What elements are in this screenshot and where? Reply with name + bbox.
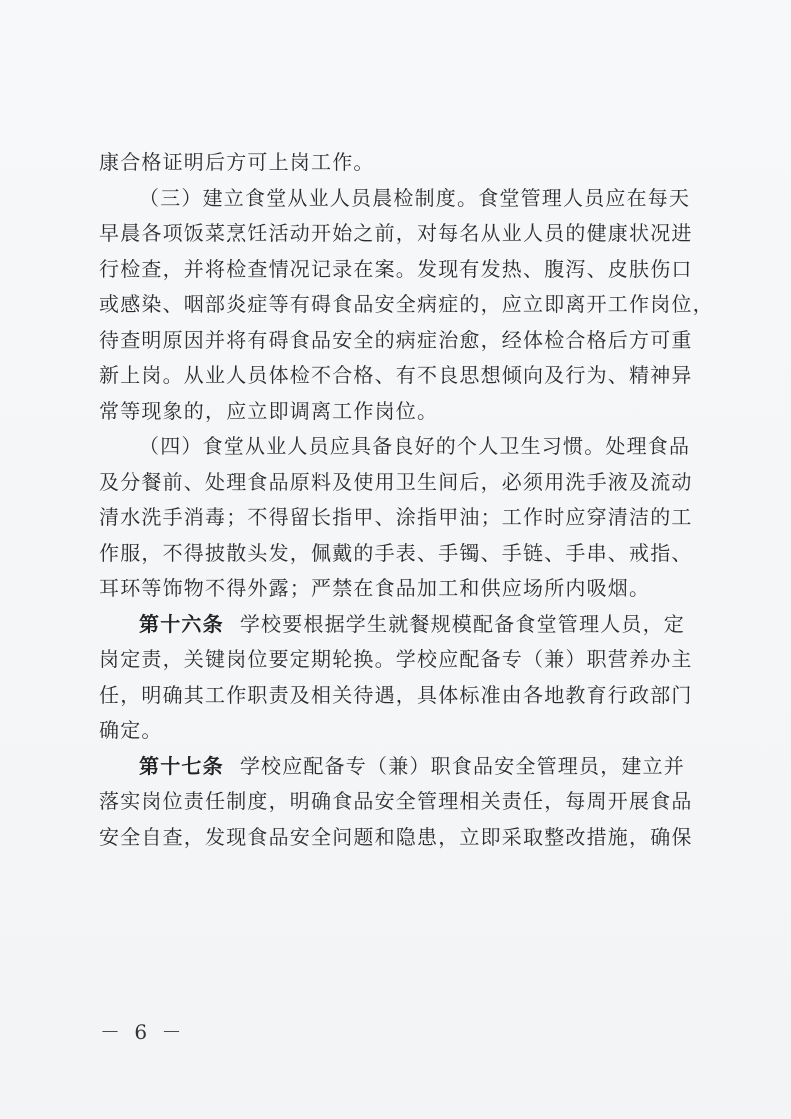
line-text: 安全自查，发现食品安全问题和隐患，立即采取整改措施，确保 (99, 824, 693, 849)
article-heading: 第十七条 (139, 753, 224, 778)
line-text: 学校应配备专（兼）职食品安全管理员，建立并 (239, 753, 686, 778)
article-line (99, 749, 699, 785)
line-text: （四）食堂从业人员应具备良好的个人卫生习惯。处理食品 (139, 434, 691, 458)
line-text: 岗定责，关键岗位要定期轮换。学校应配备专（兼）职营养办主 (99, 647, 693, 671)
text-line (99, 145, 699, 181)
line-text: 新上岗。从业人员体检不合格、有不良思想倾向及行为、精神异 (99, 363, 693, 387)
line-text: 早晨各项饭菜烹饪活动开始之前，对每名从业人员的健康状况进 (99, 221, 693, 245)
text-line (99, 820, 699, 856)
text-line (99, 216, 699, 252)
document-body (99, 145, 714, 855)
line-text: 待查明原因并将有碍食品安全的病症治愈，经体检合格后方可重 (99, 327, 693, 352)
text-line (99, 500, 699, 536)
text-line (99, 678, 699, 714)
line-text: 康合格证明后方可上岗工作。 (99, 150, 375, 174)
text-line (99, 287, 714, 323)
text-line (99, 394, 699, 430)
text-line (99, 536, 699, 572)
line-text: 确定。 (99, 718, 163, 742)
text-line (99, 642, 699, 678)
text-line (99, 358, 699, 394)
text-line (99, 713, 699, 749)
line-text: 学校要根据学生就餐规模配备食堂管理人员，定 (239, 611, 686, 636)
text-line (99, 784, 699, 820)
line-text: 行检查，并将检查情况记录在案。发现有发热、腹泻、皮肤伤口 (99, 256, 693, 281)
line-text: 常等现象的，应立即调离工作岗位。 (99, 398, 439, 423)
text-line (99, 252, 699, 288)
line-text: （三）建立食堂从业人员晨检制度。食堂管理人员应在每天 (139, 185, 691, 210)
line-text: 落实岗位责任制度，明确食品安全管理相关责任，每周开展食品 (99, 789, 693, 813)
text-line (99, 323, 699, 359)
line-text: 清水洗手消毒；不得留长指甲、涂指甲油；工作时应穿清洁的工 (99, 505, 693, 529)
article-heading: 第十六条 (139, 611, 224, 636)
line-text: 任，明确其工作职责及相关待遇，具体标准由各地教育行政部门 (99, 682, 693, 707)
line-text: 或感染、咽部炎症等有碍食品安全病症的，应立即离开工作岗位， (99, 292, 714, 316)
text-line (99, 465, 699, 501)
line-text: 及分餐前、处理食品原料及使用卫生间后，必须用洗手液及流动 (99, 469, 693, 494)
article-line (99, 607, 699, 643)
line-text: 作服，不得披散头发，佩戴的手表、手镯、手链、手串、戒指、 (99, 540, 693, 565)
text-line (99, 571, 699, 607)
line-text: 耳环等饰物不得外露；严禁在食品加工和供应场所内吸烟。 (99, 576, 651, 600)
page-number: － 6 － (100, 1020, 186, 1044)
text-line (99, 429, 699, 465)
text-line (99, 181, 699, 217)
